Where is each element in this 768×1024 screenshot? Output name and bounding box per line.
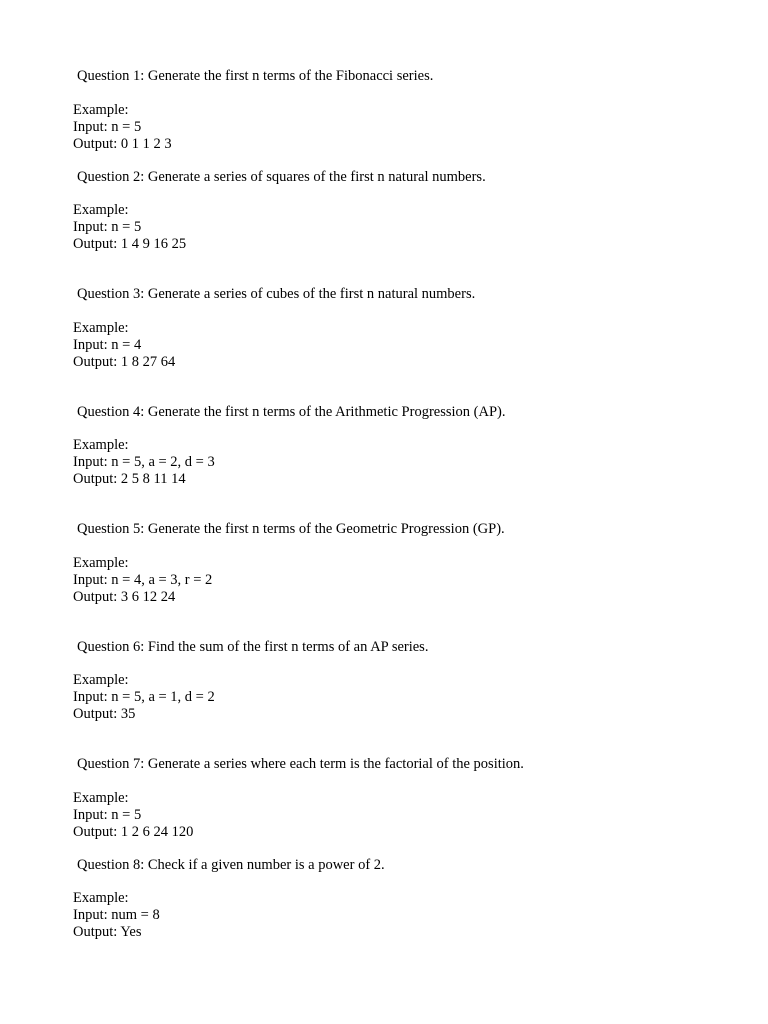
question-3-input: Input: n = 4 [73, 337, 142, 353]
question-4-example-label: Example: [73, 437, 129, 453]
question-6-title: Question 6: Find the sum of the first n terms of an AP series. [77, 639, 429, 655]
question-5-title: Question 5: Generate the first n terms of the Geometric Progression (GP). [77, 521, 505, 537]
question-4-input: Input: n = 5, a = 2, d = 3 [73, 454, 215, 470]
question-2-example-label: Example: [73, 202, 129, 218]
question-5-input: Input: n = 4, a = 3, r = 2 [73, 572, 213, 588]
question-6-example-label: Example: [73, 672, 129, 688]
question-1-output: Output: 0 1 1 2 3 [73, 136, 172, 152]
question-7-title: Question 7: Generate a series where each term is the factorial of the position. [77, 756, 524, 772]
question-1-example-label: Example: [73, 102, 129, 118]
question-8-input: Input: num = 8 [73, 907, 160, 923]
question-1-input: Input: n = 5 [73, 119, 142, 135]
question-5-example-label: Example: [73, 555, 129, 571]
question-3-output: Output: 1 8 27 64 [73, 354, 176, 370]
question-2-output: Output: 1 4 9 16 25 [73, 236, 187, 252]
question-2-input: Input: n = 5 [73, 219, 142, 235]
question-1-title: Question 1: Generate the first n terms of the Fibonacci series. [77, 68, 434, 84]
question-4-output: Output: 2 5 8 11 14 [73, 471, 186, 487]
question-8-title: Question 8: Check if a given number is a power of 2. [77, 857, 385, 873]
question-3-title: Question 3: Generate a series of cubes of the first n natural numbers. [77, 286, 476, 302]
question-2-title: Question 2: Generate a series of squares of the first n natural numbers. [77, 169, 486, 185]
question-6-output: Output: 35 [73, 706, 136, 722]
question-7-input: Input: n = 5 [73, 807, 142, 823]
question-4-title: Question 4: Generate the first n terms of the Arithmetic Progression (AP). [77, 404, 506, 420]
question-7-example-label: Example: [73, 790, 129, 806]
question-8-output: Output: Yes [73, 924, 142, 940]
question-7-output: Output: 1 2 6 24 120 [73, 824, 194, 840]
question-5-output: Output: 3 6 12 24 [73, 589, 176, 605]
question-8-example-label: Example: [73, 890, 129, 906]
question-6-input: Input: n = 5, a = 1, d = 2 [73, 689, 215, 705]
question-3-example-label: Example: [73, 320, 129, 336]
